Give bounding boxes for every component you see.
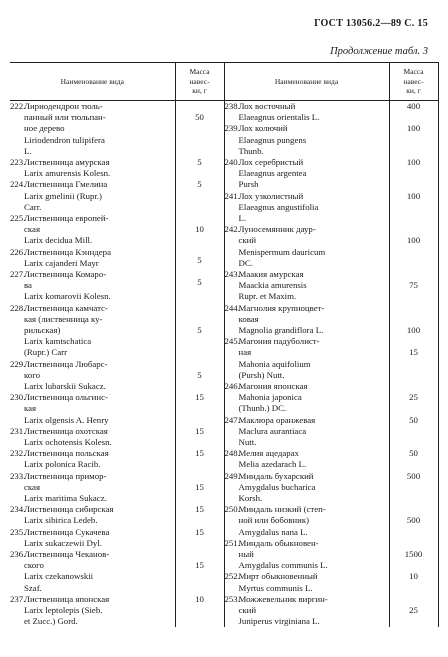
species-name-line: Larix sukaczewii Dyl. (24, 537, 102, 548)
species-table (10, 62, 439, 627)
species-name-line: ковая (238, 313, 259, 324)
species-name-line: ский (238, 235, 257, 246)
left-species-column (10, 101, 175, 628)
sample-mass: 15 (195, 448, 204, 459)
species-name-line: Larix kamtschatica (24, 336, 92, 347)
entry-number: 248. (224, 448, 240, 459)
species-entry (225, 336, 389, 381)
species-name-line: ский (238, 604, 257, 615)
species-name-line: DC. (238, 257, 253, 268)
entry-number: 245. (224, 336, 240, 347)
sample-mass: 50 (409, 448, 418, 459)
mass-header-line-1-right: Масса (403, 67, 424, 77)
species-name-line: Магония падуболист- (238, 336, 320, 347)
species-name-line: Лох узколистный (238, 190, 304, 201)
entry-number: 252. (224, 571, 240, 582)
sample-mass: 50 (195, 112, 204, 122)
entry-number: 238. (224, 101, 240, 111)
species-name-line: ского (24, 560, 44, 571)
species-name-line: панный или тюльпан- (24, 112, 106, 123)
species-name-line: Лиственница камчатс- (24, 302, 108, 313)
entry-number: 228. (10, 302, 26, 313)
species-name-line: Mahonia aquifolium (238, 358, 311, 369)
species-name-line: Larix sibirica Ledeb. (24, 515, 98, 526)
entry-number: 223. (10, 157, 26, 167)
entry-number: 249. (224, 470, 240, 481)
sample-mass: 15 (195, 425, 204, 436)
sample-mass: 5 (197, 254, 202, 265)
species-entry (225, 415, 389, 449)
document-header: ГОСТ 13056.2—89 С. 15 (314, 18, 428, 29)
species-name-line: Лиственница европей- (24, 212, 109, 223)
species-entry (10, 594, 175, 628)
species-entry (10, 392, 175, 426)
species-entry (10, 213, 175, 247)
species-name-line: Лиственница Комаро- (24, 268, 107, 279)
mass-header-line-2-right: навес- (403, 76, 424, 86)
species-name-line: Amygdalus nana L. (238, 526, 308, 537)
mass-header-line-2: навес- (189, 76, 210, 86)
species-name-line: Можжевельник виргин- (238, 593, 328, 604)
species-name-line: Amygdalus communis L. (238, 560, 328, 571)
species-name-line: Larix lubarskii Sukacz. (24, 380, 106, 391)
species-name-line: Маклюра оранжевая (238, 414, 316, 425)
sample-mass: 10 (195, 593, 204, 604)
species-name-line: Thunb. (238, 145, 264, 156)
species-name-line: Лиственница Кэнндера (24, 246, 111, 257)
species-name-line: ное дерево (24, 123, 65, 134)
sample-mass: 5 (197, 157, 202, 167)
species-name-line: Луносемянник даур- (238, 224, 316, 235)
sample-mass: 100 (406, 123, 421, 134)
species-name-line: Миндаль бухарский (238, 470, 314, 481)
species-name-line: Маакия амурская (238, 268, 304, 279)
species-name-line: Лиственница польская (24, 448, 109, 459)
species-name-line: Мирт обыкновенный (238, 571, 318, 582)
column-header-mass-right (389, 63, 438, 101)
species-name-line: кого (24, 369, 41, 380)
sample-mass: 50 (409, 414, 418, 425)
entry-number: 227. (10, 268, 26, 279)
species-name-line: Carr. (24, 201, 42, 212)
species-entry (10, 303, 175, 359)
species-name-line: Larix amurensis Kolesn. (24, 168, 111, 179)
right-species-column (224, 101, 389, 628)
right-mass-column (389, 101, 438, 628)
column-header-name-right: Наименование вида (224, 63, 389, 101)
species-name-line: Maackia amurensis (238, 280, 307, 291)
species-name-line: Nutt. (238, 436, 257, 447)
sample-mass: 15 (195, 559, 204, 570)
entry-number: 226. (10, 246, 26, 257)
species-name-line: Магония японская (238, 380, 308, 391)
species-entry (225, 571, 389, 593)
species-name-line: ная (238, 347, 252, 358)
entry-number: 247. (224, 414, 240, 425)
species-name-line: Лиственница Сукачева (24, 526, 110, 537)
entry-number: 240. (224, 156, 240, 167)
species-name-line: кая (24, 403, 37, 414)
species-name-line: Szaf. (24, 582, 42, 593)
mass-header-line-1: Масса (189, 67, 210, 77)
sample-mass: 15 (195, 481, 204, 492)
sample-mass: 5 (197, 276, 202, 287)
entry-number: 234. (10, 504, 26, 515)
entry-number: 235. (10, 526, 26, 537)
entry-number: 229. (10, 358, 26, 369)
species-entry (225, 538, 389, 572)
species-name-line: Larix leptolepis (Sieb. (24, 604, 103, 615)
species-name-line: et Zucc.) Gord. (24, 616, 78, 627)
species-name-line: Larix decidua Mill. (24, 235, 93, 246)
species-name-line: Magnolia grandiflora L. (238, 324, 324, 335)
species-entry (10, 471, 175, 505)
species-name-line: Mahonia japonica (238, 392, 302, 403)
species-name-line: (Thunb.) DC. (238, 403, 287, 414)
entry-number: 222. (10, 101, 26, 111)
species-name-line: Лиственница Любарс- (24, 358, 108, 369)
species-name-line: Мелия ацедарах (238, 448, 299, 459)
species-name-line: ва (24, 280, 32, 291)
sample-mass: 15 (195, 504, 204, 515)
species-name-line: рильская) (24, 324, 61, 335)
species-name-line: Larix komarovii Kolesn. (24, 291, 111, 302)
sample-mass: 100 (406, 156, 421, 167)
sample-mass: 500 (406, 470, 421, 481)
species-name-line: Магнолия крупноцвет- (238, 302, 325, 313)
species-name-line: ной или бобовник) (238, 515, 310, 526)
sample-mass: 1500 (404, 548, 423, 559)
species-name-line: Elaeagnus angustifolia (238, 201, 319, 212)
species-entry (10, 179, 175, 213)
sample-mass: 75 (409, 279, 418, 290)
species-name-line: Лиственница амурская (24, 157, 110, 167)
sample-mass: 15 (195, 392, 204, 403)
species-entry (10, 448, 175, 470)
species-name-line: L. (24, 145, 32, 156)
species-name-line: L. (238, 212, 247, 223)
column-header-name: Наименование вида (10, 63, 175, 101)
species-name-line: Pursh (238, 179, 259, 190)
sample-mass: 500 (406, 515, 421, 526)
sample-mass: 100 (406, 235, 421, 246)
mass-header-line-3-right: ки, г (406, 86, 421, 96)
species-name-line: Лиственница охотская (24, 425, 108, 436)
entry-number: 239. (224, 123, 240, 134)
species-entry (10, 504, 175, 526)
sample-mass: 400 (406, 101, 421, 111)
species-name-line: Amygdalus bucharica (238, 481, 316, 492)
species-name-line: Elaeagnus argentea (238, 168, 307, 179)
species-name-line: ская (24, 224, 40, 235)
species-name-line: (Pursh) Nutt. (238, 369, 285, 380)
species-entry (10, 426, 175, 448)
left-mass-column (175, 101, 224, 628)
entry-number: 225. (10, 212, 26, 223)
species-name-line: ный (238, 548, 254, 559)
species-entry (10, 247, 175, 269)
sample-mass: 25 (409, 391, 418, 402)
species-name-line: Liriodendron tulipifera (24, 134, 105, 145)
column-header-mass (175, 63, 224, 101)
species-name-line: Лиственница Гмелина (24, 179, 108, 190)
sample-mass: 10 (409, 571, 418, 582)
species-entry (225, 303, 389, 337)
sample-mass: 100 (406, 190, 421, 201)
sample-mass: 100 (406, 324, 421, 335)
species-name-line: Myrtus communis L. (238, 582, 313, 593)
entry-number: 244. (224, 302, 240, 313)
species-entry (225, 101, 389, 123)
species-name-line: Larix ochotensis Kolesn. (24, 436, 112, 447)
species-entry (225, 191, 389, 225)
species-entry (225, 224, 389, 269)
entry-number: 246. (224, 380, 240, 391)
species-entry (225, 448, 389, 470)
species-name-line: Larix cajanderi Mayr (24, 257, 99, 268)
entry-number: 233. (10, 470, 26, 481)
entry-number: 242. (224, 224, 240, 235)
species-name-line: Juniperus virginiana L. (238, 616, 320, 627)
species-entry (225, 157, 389, 191)
entry-number: 232. (10, 448, 26, 459)
species-name-line: (Rupr.) Carr (24, 347, 67, 358)
sample-mass: 10 (195, 223, 204, 234)
species-name-line: Maclura aurantiaca (238, 425, 307, 436)
sample-mass: 5 (197, 369, 202, 380)
species-name-line: Лиственница Чеканов- (24, 548, 110, 559)
sample-mass: 5 (197, 324, 202, 335)
species-name-line: Лох колючий (238, 123, 288, 134)
species-entry (225, 123, 389, 157)
species-entry (225, 269, 389, 303)
entry-number: 250. (224, 504, 240, 515)
species-name-line: Миндаль обыкновен- (238, 537, 319, 548)
species-name-line: Elaeagnus pungens (238, 134, 307, 145)
species-entry (225, 471, 389, 505)
species-name-line: Elaeagnus orientalis L. (238, 112, 320, 123)
species-name-line: Rupr. et Maxim. (238, 291, 297, 302)
species-name-line: Лириодендрон тюль- (24, 101, 103, 111)
species-entry (225, 504, 389, 538)
species-name-line: Лиственница японская (24, 593, 110, 604)
mass-header-line-3: ки, г (192, 86, 207, 96)
species-entry (10, 359, 175, 393)
species-name-line: Larix maritima Sukacz. (24, 492, 107, 503)
species-name-line: Лох серебристый (238, 156, 304, 167)
species-name-line: Лиственница примор- (24, 470, 107, 481)
species-name-line: Лиственница сибирская (24, 504, 114, 515)
species-name-line: Larix czekanowskii (24, 571, 94, 582)
sample-mass: 15 (409, 347, 418, 358)
species-name-line: Menispermum dauricum (238, 246, 326, 257)
species-name-line: Larix polonica Racib. (24, 459, 101, 470)
species-name-line: Larix gmelinii (Rupr.) (24, 190, 102, 201)
species-name-line: Melia azedarach L. (238, 459, 307, 470)
entry-number: 236. (10, 548, 26, 559)
sample-mass: 5 (197, 179, 202, 190)
species-name-line: кая (лиственница ку- (24, 313, 103, 324)
species-entry (10, 157, 175, 179)
table-continuation-caption: Продолжение табл. 3 (330, 46, 428, 57)
species-name-line: Korsh. (238, 492, 263, 503)
sample-mass: 25 (409, 604, 418, 615)
species-entry (225, 381, 389, 415)
sample-mass: 15 (195, 526, 204, 537)
species-entry (225, 594, 389, 628)
entry-number: 231. (10, 425, 26, 436)
species-entry (10, 101, 175, 157)
entry-number: 224. (10, 179, 26, 190)
entry-number: 230. (10, 392, 26, 403)
species-name-line: Миндаль низкий (степ- (238, 504, 326, 515)
entry-number: 241. (224, 190, 240, 201)
entry-number: 251. (224, 537, 240, 548)
species-name-line: Larix olgensis A. Henry (24, 414, 109, 425)
species-entry (10, 527, 175, 549)
entry-number: 253. (224, 593, 240, 604)
species-entry (10, 549, 175, 594)
entry-number: 237. (10, 593, 26, 604)
species-entry (10, 269, 175, 303)
species-name-line: Лиственница ольгинс- (24, 392, 108, 403)
entry-number: 243. (224, 268, 240, 279)
species-name-line: ская (24, 481, 40, 492)
species-name-line: Лох восточный (238, 101, 296, 111)
